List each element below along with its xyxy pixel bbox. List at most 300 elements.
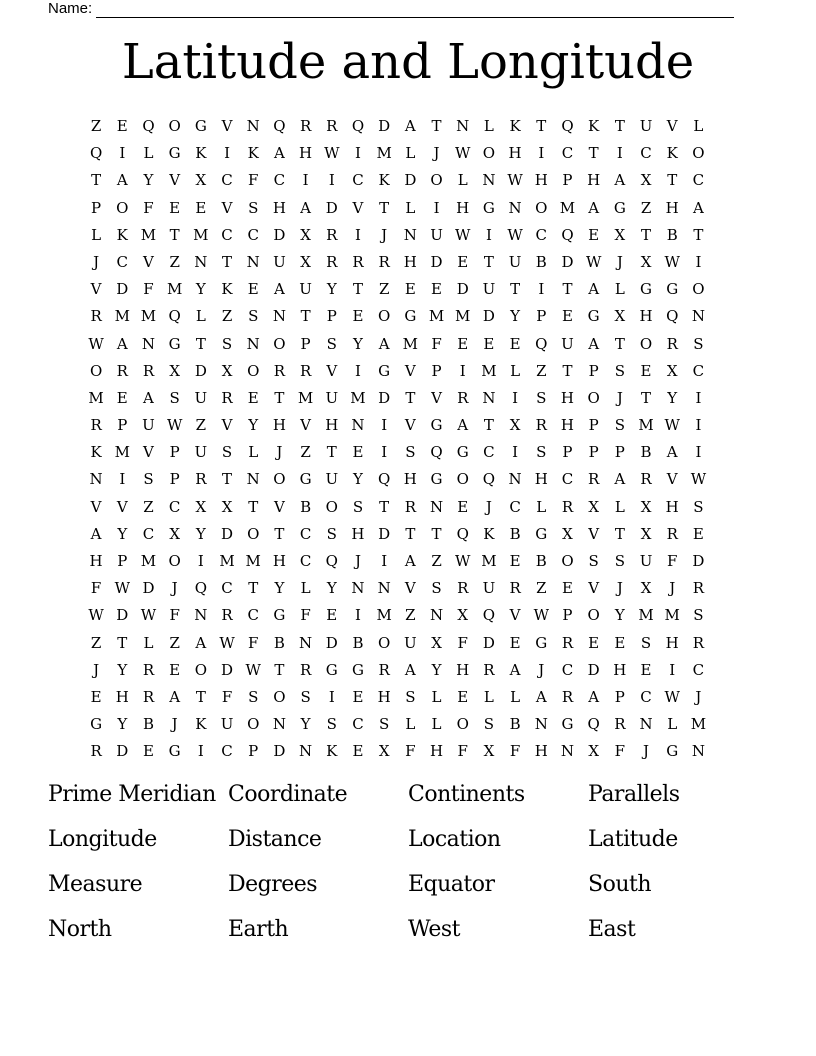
grid-letter[interactable]: D [378,388,391,407]
grid-letter[interactable]: I [224,144,230,163]
grid-letter[interactable]: X [666,361,678,380]
grid-letter[interactable]: T [117,633,128,652]
grid-letter[interactable]: F [405,742,416,761]
grid-letter[interactable]: W [455,144,471,163]
grid-letter[interactable]: T [274,388,285,407]
grid-letter[interactable]: E [169,660,181,679]
grid-letter[interactable]: D [116,606,129,625]
grid-letter[interactable]: W [664,416,680,435]
grid-letter[interactable]: V [588,524,600,543]
grid-letter[interactable]: G [430,470,443,489]
grid-letter[interactable]: W [507,171,523,190]
grid-letter[interactable]: I [616,144,623,163]
grid-letter[interactable]: H [534,742,548,761]
grid-letter[interactable]: S [248,198,259,217]
grid-letter[interactable]: G [666,280,679,299]
grid-letter[interactable]: P [326,307,337,326]
grid-letter[interactable]: C [352,171,364,190]
grid-letter[interactable]: M [88,388,104,407]
grid-letter[interactable]: Y [353,334,363,353]
grid-letter[interactable]: E [457,497,469,516]
grid-letter[interactable]: F [509,742,521,761]
grid-letter[interactable]: U [273,252,286,271]
grid-letter[interactable]: E [116,388,128,407]
grid-letter[interactable]: J [616,252,623,271]
grid-letter[interactable]: A [588,687,600,706]
grid-letter[interactable]: O [430,171,443,190]
grid-letter[interactable]: D [692,552,705,570]
grid-letter[interactable]: W [114,579,130,598]
grid-letter[interactable]: E [509,552,521,570]
grid-letter[interactable]: N [508,470,522,489]
grid-letter[interactable]: C [561,660,574,679]
grid-letter[interactable]: S [614,416,625,435]
grid-letter[interactable]: X [300,252,311,271]
grid-letter[interactable]: L [667,715,678,734]
grid-letter[interactable]: F [300,606,311,625]
grid-letter[interactable]: R [142,660,155,679]
grid-letter[interactable]: H [639,307,653,326]
grid-letter[interactable]: S [405,443,416,462]
grid-letter[interactable]: Q [194,579,207,598]
grid-letter[interactable]: O [587,388,600,407]
grid-letter[interactable]: V [221,117,233,135]
grid-letter[interactable]: F [614,742,626,761]
grid-letter[interactable]: U [639,117,653,135]
grid-letter[interactable]: G [561,715,574,734]
grid-letter[interactable]: V [588,579,600,598]
grid-letter[interactable]: V [404,416,416,435]
grid-letter[interactable]: X [457,606,469,625]
grid-letter[interactable]: L [693,117,704,135]
grid-letter[interactable]: O [456,715,469,734]
grid-letter[interactable]: T [614,117,625,135]
grid-letter[interactable]: E [457,252,469,271]
grid-letter[interactable]: C [561,470,574,489]
grid-letter[interactable]: N [508,198,522,217]
grid-letter[interactable]: T [248,497,259,516]
grid-letter[interactable]: S [614,361,625,380]
grid-letter[interactable]: I [328,687,335,706]
grid-letter[interactable]: L [195,307,206,326]
grid-letter[interactable]: K [221,280,233,299]
grid-letter[interactable]: H [534,470,548,489]
grid-letter[interactable]: X [169,524,180,543]
grid-letter[interactable]: Y [117,660,128,679]
grid-letter[interactable]: A [90,524,102,543]
grid-letter[interactable]: E [457,334,469,353]
grid-letter[interactable]: O [378,307,391,326]
grid-letter[interactable]: Q [666,307,679,326]
grid-letter[interactable]: T [195,334,206,353]
grid-letter[interactable]: O [247,361,260,380]
grid-letter[interactable]: O [561,552,574,570]
grid-letter[interactable]: R [692,633,705,652]
grid-letter[interactable]: I [381,443,388,462]
grid-letter[interactable]: G [404,307,417,326]
grid-letter[interactable]: X [614,225,626,244]
grid-letter[interactable]: E [509,633,521,652]
grid-letter[interactable]: D [116,742,129,761]
grid-letter[interactable]: N [351,416,365,435]
grid-letter[interactable]: P [169,443,180,462]
grid-letter[interactable]: N [639,715,653,734]
grid-letter[interactable]: S [693,334,704,353]
grid-letter[interactable]: R [221,388,233,407]
grid-letter[interactable]: N [246,252,260,271]
grid-letter[interactable]: F [169,606,180,625]
grid-letter[interactable]: T [274,660,285,679]
grid-letter[interactable]: B [535,252,547,271]
grid-letter[interactable]: O [692,280,705,299]
grid-letter[interactable]: H [665,497,679,516]
grid-letter[interactable]: X [588,742,599,761]
grid-letter[interactable]: Z [143,497,154,516]
grid-letter[interactable]: S [169,388,180,407]
grid-letter[interactable]: E [561,307,573,326]
grid-letter[interactable]: N [403,225,417,244]
grid-letter[interactable]: A [692,198,704,217]
grid-letter[interactable]: T [222,252,233,271]
grid-letter[interactable]: X [640,171,652,190]
grid-letter[interactable]: J [354,552,361,570]
grid-letter[interactable]: C [692,171,705,190]
grid-letter[interactable]: X [378,742,390,761]
grid-letter[interactable]: Q [482,470,496,489]
grid-letter[interactable]: M [376,606,392,625]
grid-letter[interactable]: V [221,416,233,435]
grid-letter[interactable]: I [302,171,309,190]
grid-letter[interactable]: N [141,334,156,353]
grid-letter[interactable]: K [378,171,390,190]
grid-letter[interactable]: I [119,470,126,489]
grid-letter[interactable]: A [300,198,312,217]
grid-letter[interactable]: I [197,552,204,570]
grid-letter[interactable]: J [616,579,623,598]
grid-letter[interactable]: L [510,361,521,380]
grid-letter[interactable]: A [588,280,600,299]
grid-letter[interactable]: P [248,742,259,761]
grid-letter[interactable]: D [273,225,286,244]
grid-letter[interactable]: L [431,687,442,706]
grid-letter[interactable]: V [143,443,154,462]
grid-letter[interactable]: X [221,361,233,380]
grid-letter[interactable]: R [457,579,469,598]
grid-letter[interactable]: J [669,579,676,598]
grid-letter[interactable]: O [273,470,286,489]
grid-letter[interactable]: O [587,606,600,625]
grid-letter[interactable]: Y [667,388,678,407]
grid-letter[interactable]: R [221,606,233,625]
grid-letter[interactable]: D [221,524,234,543]
grid-letter[interactable]: W [664,252,680,271]
grid-letter[interactable]: R [483,660,495,679]
grid-letter[interactable]: B [300,497,312,516]
grid-letter[interactable]: A [169,687,181,706]
grid-letter[interactable]: W [166,416,183,435]
grid-letter[interactable]: S [221,334,233,353]
grid-letter[interactable]: U [482,579,496,598]
grid-letter[interactable]: P [536,307,547,326]
grid-letter[interactable]: H [351,524,365,543]
grid-letter[interactable]: J [381,225,388,244]
grid-letter[interactable]: Q [378,470,391,489]
grid-letter[interactable]: I [512,388,519,407]
grid-letter[interactable]: E [169,198,181,217]
grid-letter[interactable]: X [614,307,626,326]
grid-letter[interactable]: E [431,280,442,299]
grid-letter[interactable]: E [588,225,600,244]
grid-letter[interactable]: L [536,497,547,516]
grid-letter[interactable]: F [248,633,259,652]
grid-letter[interactable]: V [326,361,338,380]
grid-letter[interactable]: P [169,470,180,489]
grid-letter[interactable]: V [431,388,442,407]
grid-letter[interactable]: T [222,470,233,489]
grid-letter[interactable]: T [483,416,494,435]
grid-letter[interactable]: E [640,660,652,679]
grid-letter[interactable]: A [614,171,626,190]
grid-letter[interactable]: D [430,252,443,271]
grid-letter[interactable]: M [140,552,157,570]
grid-letter[interactable]: J [276,443,283,462]
grid-letter[interactable]: C [299,524,312,543]
grid-letter[interactable]: N [272,715,286,734]
grid-letter[interactable]: L [614,280,625,299]
grid-letter[interactable]: H [665,198,679,217]
grid-letter[interactable]: R [116,361,128,380]
grid-letter[interactable]: R [142,361,155,380]
grid-letter[interactable]: H [299,144,313,163]
grid-letter[interactable]: O [692,144,705,163]
grid-letter[interactable]: M [140,225,157,244]
grid-letter[interactable]: N [194,252,208,271]
grid-letter[interactable]: C [221,171,233,190]
grid-letter[interactable]: M [114,307,130,326]
grid-letter[interactable]: E [247,388,259,407]
grid-letter[interactable]: J [695,687,702,706]
grid-letter[interactable]: J [643,742,650,761]
grid-letter[interactable]: F [248,171,259,190]
grid-letter[interactable]: R [195,470,207,489]
grid-letter[interactable]: D [142,579,155,598]
grid-letter[interactable]: K [509,117,521,135]
grid-letter[interactable]: V [666,117,678,135]
grid-letter[interactable]: T [536,117,547,135]
grid-letter[interactable]: S [693,606,704,625]
grid-letter[interactable]: A [457,416,469,435]
grid-letter[interactable]: T [326,443,337,462]
grid-letter[interactable]: V [300,416,312,435]
grid-letter[interactable]: M [376,144,392,163]
grid-letter[interactable]: H [456,198,470,217]
grid-letter[interactable]: V [273,497,285,516]
grid-letter[interactable]: U [325,470,339,489]
grid-letter[interactable]: H [272,198,286,217]
grid-letter[interactable]: D [482,633,495,652]
grid-letter[interactable]: N [272,307,286,326]
grid-letter[interactable]: U [404,633,417,652]
grid-letter[interactable]: R [588,470,600,489]
grid-letter[interactable]: G [535,524,548,543]
grid-letter[interactable]: O [273,334,286,353]
grid-letter[interactable]: C [116,252,129,271]
grid-letter[interactable]: Q [273,117,286,135]
grid-letter[interactable]: E [483,334,495,353]
grid-letter[interactable]: S [326,524,337,543]
grid-letter[interactable]: H [587,171,601,190]
grid-letter[interactable]: W [455,225,471,244]
grid-letter[interactable]: P [117,416,128,435]
grid-letter[interactable]: K [483,524,495,543]
grid-letter[interactable]: L [405,715,416,734]
grid-letter[interactable]: B [142,715,154,734]
grid-letter[interactable]: M [350,388,366,407]
grid-letter[interactable]: D [116,280,129,299]
grid-letter[interactable]: P [588,443,599,462]
grid-letter[interactable]: A [273,280,285,299]
name-blank-line[interactable] [96,2,734,18]
grid-letter[interactable]: I [538,144,545,163]
grid-letter[interactable]: G [351,660,364,679]
grid-letter[interactable]: Y [326,579,337,598]
grid-letter[interactable]: O [378,633,391,652]
grid-letter[interactable]: M [219,552,235,570]
grid-letter[interactable]: W [533,606,549,625]
grid-letter[interactable]: V [221,198,233,217]
grid-letter[interactable]: K [90,443,102,462]
grid-letter[interactable]: V [666,470,678,489]
grid-letter[interactable]: C [535,225,548,244]
grid-letter[interactable]: S [248,687,259,706]
grid-letter[interactable]: T [91,171,102,190]
grid-letter[interactable]: P [431,361,442,380]
grid-letter[interactable]: Z [405,606,416,625]
grid-letter[interactable]: K [326,742,338,761]
grid-letter[interactable]: N [246,117,260,135]
grid-letter[interactable]: P [91,198,102,217]
grid-letter[interactable]: O [325,497,338,516]
grid-letter[interactable]: T [614,334,625,353]
grid-letter[interactable]: N [429,606,444,625]
grid-letter[interactable]: Y [195,280,206,299]
grid-letter[interactable]: G [378,361,391,380]
grid-letter[interactable]: Y [300,715,311,734]
grid-letter[interactable]: L [91,225,102,244]
grid-letter[interactable]: G [273,606,286,625]
grid-letter[interactable]: M [245,552,261,570]
grid-letter[interactable]: M [428,307,445,326]
grid-letter[interactable]: T [641,388,652,407]
grid-letter[interactable]: B [352,633,364,652]
grid-letter[interactable]: Z [169,633,180,652]
grid-letter[interactable]: I [355,361,361,380]
grid-letter[interactable]: I [695,416,702,435]
grid-letter[interactable]: X [640,497,652,516]
grid-letter[interactable]: E [195,198,207,217]
grid-letter[interactable]: I [355,225,361,244]
grid-letter[interactable]: J [538,660,545,679]
grid-letter[interactable]: O [535,198,548,217]
grid-letter[interactable]: V [116,497,128,516]
grid-letter[interactable]: T [562,280,573,299]
grid-letter[interactable]: H [272,552,286,570]
grid-letter[interactable]: R [457,388,469,407]
grid-letter[interactable]: V [404,361,416,380]
grid-letter[interactable]: O [456,470,469,489]
grid-letter[interactable]: C [483,443,495,462]
grid-letter[interactable]: N [691,307,705,326]
grid-letter[interactable]: B [640,443,652,462]
grid-letter[interactable]: U [194,388,208,407]
grid-letter[interactable]: Y [274,579,285,598]
grid-letter[interactable]: O [482,144,496,163]
grid-letter[interactable]: I [381,552,388,570]
grid-letter[interactable]: R [561,497,574,516]
grid-letter[interactable]: J [616,388,623,407]
grid-letter[interactable]: V [169,171,181,190]
grid-letter[interactable]: E [509,334,521,353]
grid-letter[interactable]: X [640,252,652,271]
grid-letter[interactable]: N [560,742,575,761]
grid-letter[interactable]: C [168,497,181,516]
grid-letter[interactable]: E [457,687,469,706]
grid-letter[interactable]: Z [431,552,442,570]
grid-letter[interactable]: X [562,524,573,543]
grid-letter[interactable]: R [535,416,547,435]
grid-letter[interactable]: T [641,225,652,244]
grid-letter[interactable]: L [483,687,494,706]
grid-letter[interactable]: V [404,579,416,598]
grid-letter[interactable]: T [405,524,416,543]
grid-letter[interactable]: U [561,334,574,353]
grid-letter[interactable]: P [588,361,599,380]
grid-letter[interactable]: I [119,144,126,163]
grid-letter[interactable]: L [405,198,416,217]
grid-letter[interactable]: X [221,497,233,516]
grid-letter[interactable]: C [299,552,312,570]
grid-letter[interactable]: E [352,443,364,462]
grid-letter[interactable]: R [299,361,312,380]
grid-letter[interactable]: S [536,388,547,407]
grid-letter[interactable]: C [640,144,652,163]
grid-letter[interactable]: M [297,388,314,407]
grid-letter[interactable]: K [116,225,128,244]
grid-letter[interactable]: H [272,416,286,435]
grid-letter[interactable]: W [585,252,602,271]
grid-letter[interactable]: X [300,225,311,244]
grid-letter[interactable]: T [379,497,390,516]
grid-letter[interactable]: Y [614,606,625,625]
grid-letter[interactable]: F [90,579,102,598]
grid-letter[interactable]: R [561,687,574,706]
grid-letter[interactable]: N [246,470,260,489]
grid-letter[interactable]: D [378,524,391,543]
grid-letter[interactable]: O [247,715,260,734]
grid-letter[interactable]: S [326,715,337,734]
grid-letter[interactable]: Z [90,117,102,135]
grid-letter[interactable]: L [431,715,442,734]
name-field[interactable] [48,0,734,18]
grid-letter[interactable]: Q [482,606,496,625]
grid-letter[interactable]: T [352,280,363,299]
grid-letter[interactable]: N [429,497,444,516]
grid-letter[interactable]: T [248,579,259,598]
grid-letter[interactable]: Q [142,117,155,135]
grid-letter[interactable]: S [379,715,390,734]
grid-letter[interactable]: G [613,198,626,217]
grid-letter[interactable]: Z [640,198,652,217]
